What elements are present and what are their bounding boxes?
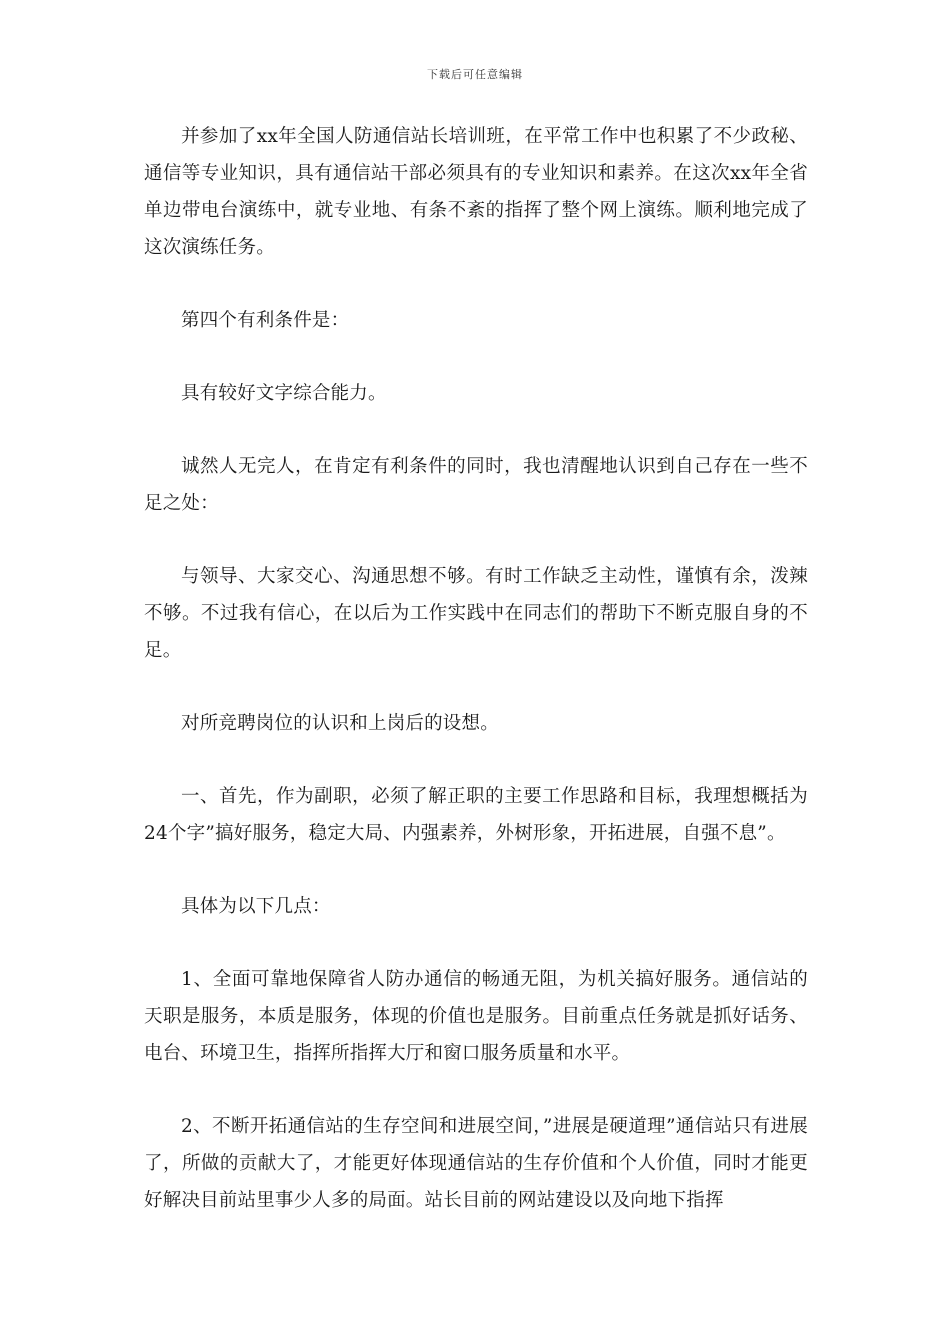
document-body	[144, 118, 808, 1219]
paragraph: 具体为以下几点：	[181, 896, 331, 917]
paragraph: 第四个有利条件是：	[181, 310, 350, 331]
paragraph: 2、不断开拓通信站的生存空间和进展空间，”进展是硬道理”通信站只有进展了，所做的贡献大了，才能更好体现通信站的生存价值和个人价值，同时才能更好解决目前站里事少人多的局面。站长目前的网站建设以及向地下指挥	[144, 1116, 808, 1211]
paragraph: 一、首先，作为副职，必须了解正职的主要工作思路和目标，我理想概括为24个字”搞好服务，稳定大局、内强素养，外树形象，开拓进展，自强不息”。	[144, 786, 808, 844]
paragraph: 并参加了xx年全国人防通信站长培训班，在平常工作中也积累了不少政秘、通信等专业知识，具有通信站干部必须具有的专业知识和素养。在这次xx年全省单边带电台演练中，就专业地、有条不紊的指挥了整个网上演练。顺利地完成了这次演练任务。	[144, 126, 808, 258]
paragraph: 诚然人无完人，在肯定有利条件的同时，我也清醒地认识到自己存在一些不足之处：	[144, 456, 808, 514]
page-header: 下载后可任意编辑	[427, 68, 523, 81]
paragraph: 对所竞聘岗位的认识和上岗后的设想。	[181, 713, 499, 734]
paragraph: 与领导、大家交心、沟通思想不够。有时工作缺乏主动性，谨慎有余，泼辣不够。不过我有信心，在以后为工作实践中在同志们的帮助下不断克服自身的不足。	[144, 566, 808, 661]
paragraph: 具有较好文字综合能力。	[181, 383, 387, 404]
paragraph: 1、全面可靠地保障省人防办通信的畅通无阻，为机关搞好服务。通信站的天职是服务，本质是服务，体现的价值也是服务。目前重点任务就是抓好话务、电台、环境卫生，指挥所指挥大厅和窗口服务质量和水平。	[144, 969, 808, 1064]
